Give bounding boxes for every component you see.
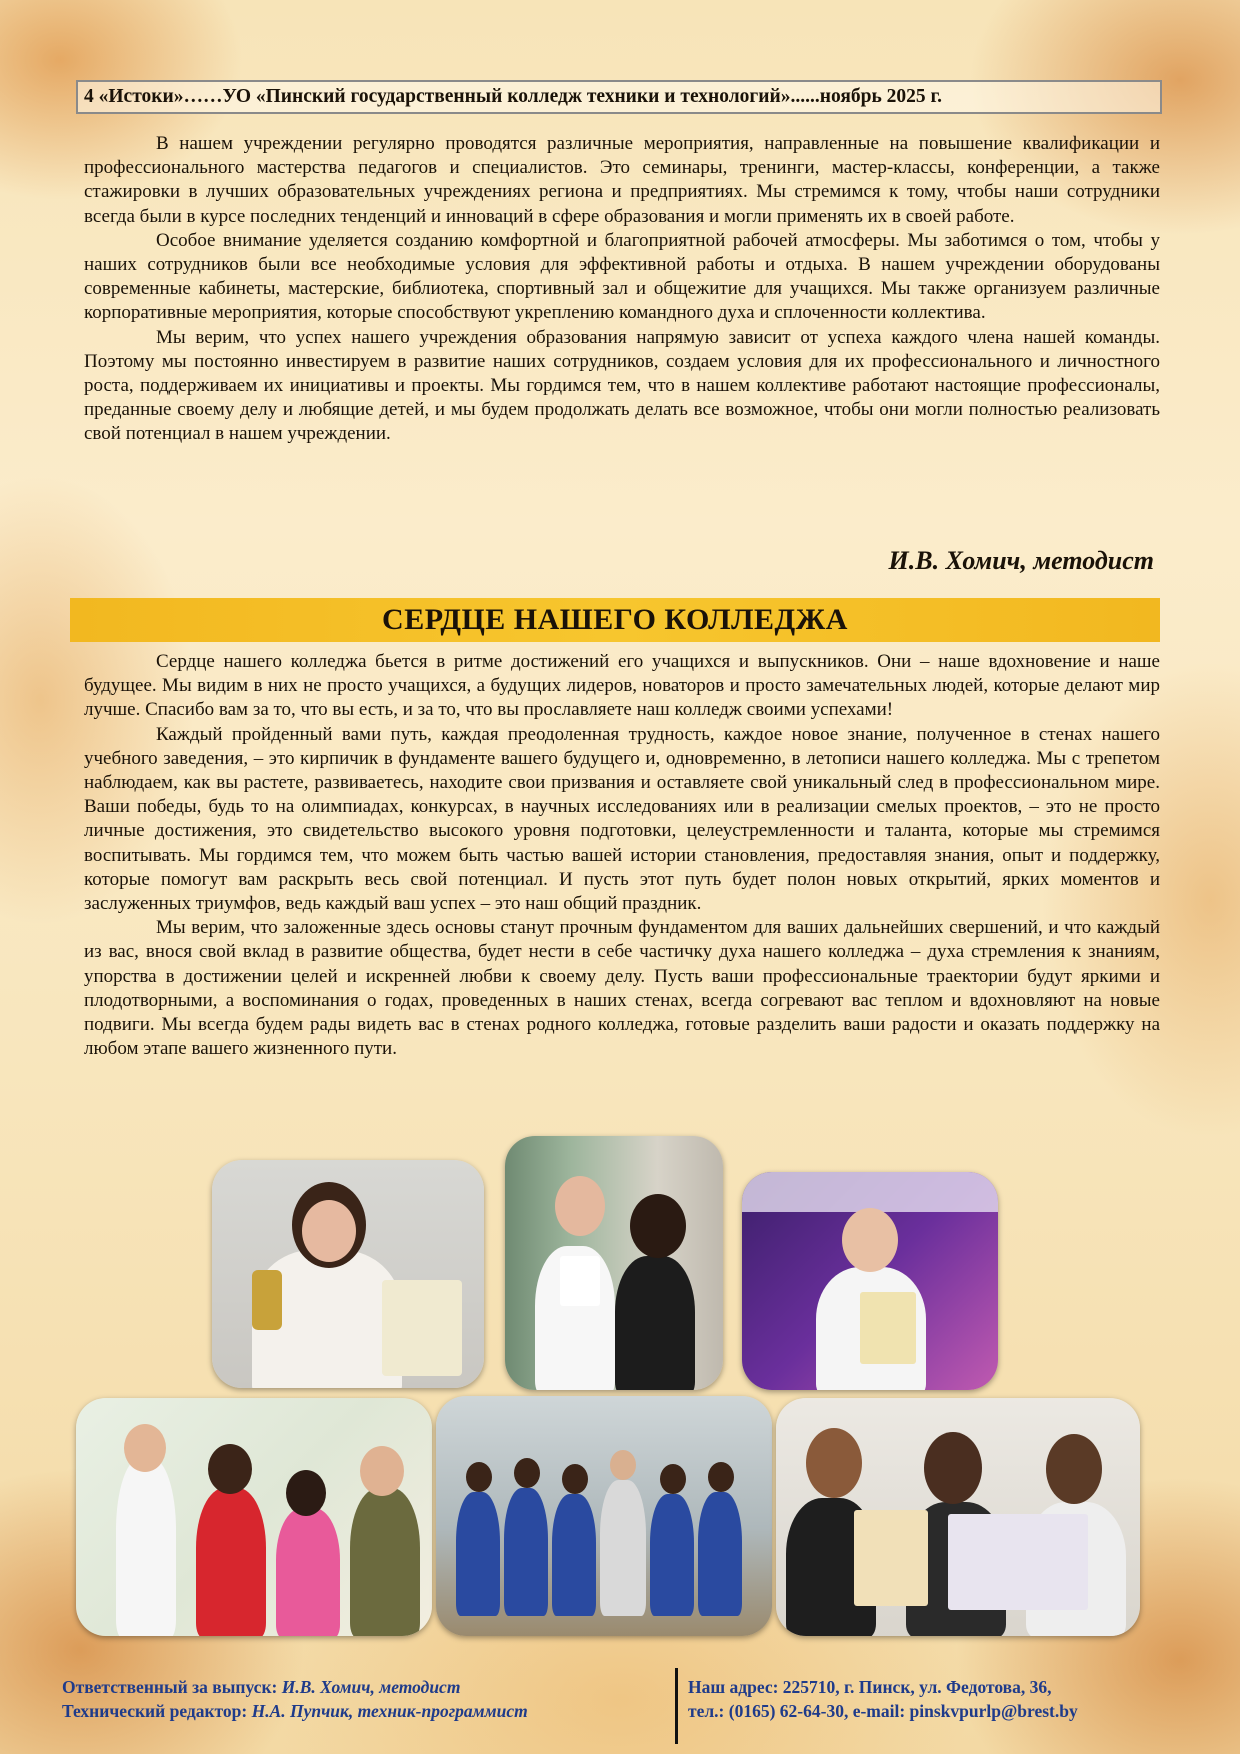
footer-address: Наш адрес: 225710, г. Пинск, ул. Федотова, 36,	[688, 1677, 1052, 1697]
footer-editor-label: Технический редактор:	[62, 1701, 248, 1721]
photo-student-with-diploma	[742, 1172, 998, 1390]
footer-divider	[675, 1668, 678, 1744]
footer-phone-email: тел.: (0165) 62-64-30, e-mail: pinskvpurlp@brest.by	[688, 1701, 1078, 1721]
page-header	[76, 80, 1162, 114]
footer-responsible-line	[62, 1675, 528, 1699]
photo-group-with-certificates	[76, 1398, 432, 1636]
footer-responsible-value: И.В. Хомич, методист	[281, 1677, 461, 1697]
photo-sports-team	[436, 1396, 772, 1636]
intro-paragraph: Особое внимание уделяется созданию комфортной и благоприятной рабочей атмосферы. Мы заботимся о том, чтобы у наших сотрудников были все необходимые условия для эффективной работы и отдыха. В нашем учреждении оборудованы современные кабинеты, мастерские, библиотека, спортивный зал и общежитие для учащихся. Мы также организуем различные корпоративные мероприятия, которые способствуют укреплению командного духа и сплоченности коллектива.	[84, 229, 1160, 324]
article-text	[84, 650, 1160, 1061]
article-title: СЕРДЦЕ НАШЕГО КОЛЛЕДЖА	[382, 603, 848, 636]
article-paragraph: Мы верим, что заложенные здесь основы станут прочным фундаментом для ваших дальнейших свершений, и что каждый из вас, внося свой вклад в развитие общества, будет нести в себе частичку духа нашего колледжа – духа стремления к знаниям, упорства в достижении целей и искренней любви к своему делу. Пусть ваши профессиональные траектории будут яркими и плодотворными, а воспоминания о годах, проведенных в наших стенах, всегда согревают вас теплом и вдохновляют на новые подвиги. Мы всегда будем рады видеть вас в стенах родного колледжа, готовые разделить ваши радости и оказать поддержку на любом этапе вашего жизненного пути.	[84, 917, 1160, 1060]
article-paragraph: Сердце нашего колледжа бьется в ритме достижений его учащихся и выпускников. Они – наше вдохновение и наше будущее. Мы видим в них не просто учащихся, а будущих лидеров, новаторов и просто замечательных людей, которые делают мир лучше. Спасибо вам за то, что вы есть, и за то, что вы прославляете наш колледж своими успехами!	[84, 651, 1160, 721]
footer-contacts	[688, 1675, 1078, 1723]
footer-responsible-label: Ответственный за выпуск:	[62, 1677, 278, 1697]
header-text: 4 «Истоки»……УО «Пинский государственный колледж техники и технологий»......ноябрь 2025 г.	[84, 86, 943, 107]
intro-paragraph: Мы верим, что успех нашего учреждения образования напрямую зависит от успеха каждого члена нашей команды. Поэтому мы постоянно инвестируем в развитие наших сотрудников, создаем условия для их профессионального и личностного роста, поддерживаем их инициативы и проекты. Мы гордимся тем, что в нашем коллективе работают настоящие профессионалы, преданные своему делу и любящие детей, и мы будем продолжать делать все возможное, чтобы они могли полностью реализовать свой потенциал в нашем учреждении.	[84, 326, 1160, 445]
footer-editor-line	[62, 1699, 528, 1723]
photo-student-with-cup	[212, 1160, 484, 1388]
intro-paragraph: В нашем учреждении регулярно проводятся различные мероприятия, направленные на повышение квалификации и профессионального мастерства педагогов и специалистов. Это семинары, тренинги, мастер-классы, конференции, а также стажировки в лучших образовательных учреждениях региона и предприятиях. Мы стремимся к тому, чтобы наши сотрудники всегда были в курсе последних тенденций и инноваций в сфере образования и могли применять их в своей работе.	[84, 133, 1160, 227]
article-title-bar	[70, 598, 1160, 642]
article-paragraph: Каждый пройденный вами путь, каждая преодоленная трудность, каждое новое знание, полученное в стенах нашего учебного заведения, – это кирпичик в фундаменте вашего будущего и, одновременно, в летописи нашего колледжа. Мы с трепетом наблюдаем, как вы растете, развиваетесь, находите свои призвания и оставляете свой уникальный след в профессиональном мире. Ваши победы, будь то на олимпиадах, конкурсах, в научных исследованиях или в реализации смелых проектов, – это не просто личные достижения, это свидетельство высокого уровня подготовки, целеустремленности и таланта, которые мы стремимся воспитывать. Мы гордимся тем, что можем быть частью вашей истории становления, предоставляя знания, опыт и поддержку, которые помогут вам раскрыть весь свой потенциал. И пусть этот путь будет полон новых открытий, ярких моментов и заслуженных триумфов, ведь каждый ваш успех – это наш общий праздник.	[84, 723, 1160, 915]
footer-credits	[62, 1675, 528, 1723]
intro-text	[84, 132, 1160, 447]
photo-student-and-teacher	[505, 1136, 723, 1390]
intro-signature: И.В. Хомич, методист	[888, 546, 1154, 575]
footer-editor-value: Н.А. Пупчик, техник-программист	[251, 1701, 528, 1721]
photo-three-students-with-awards	[776, 1398, 1140, 1636]
